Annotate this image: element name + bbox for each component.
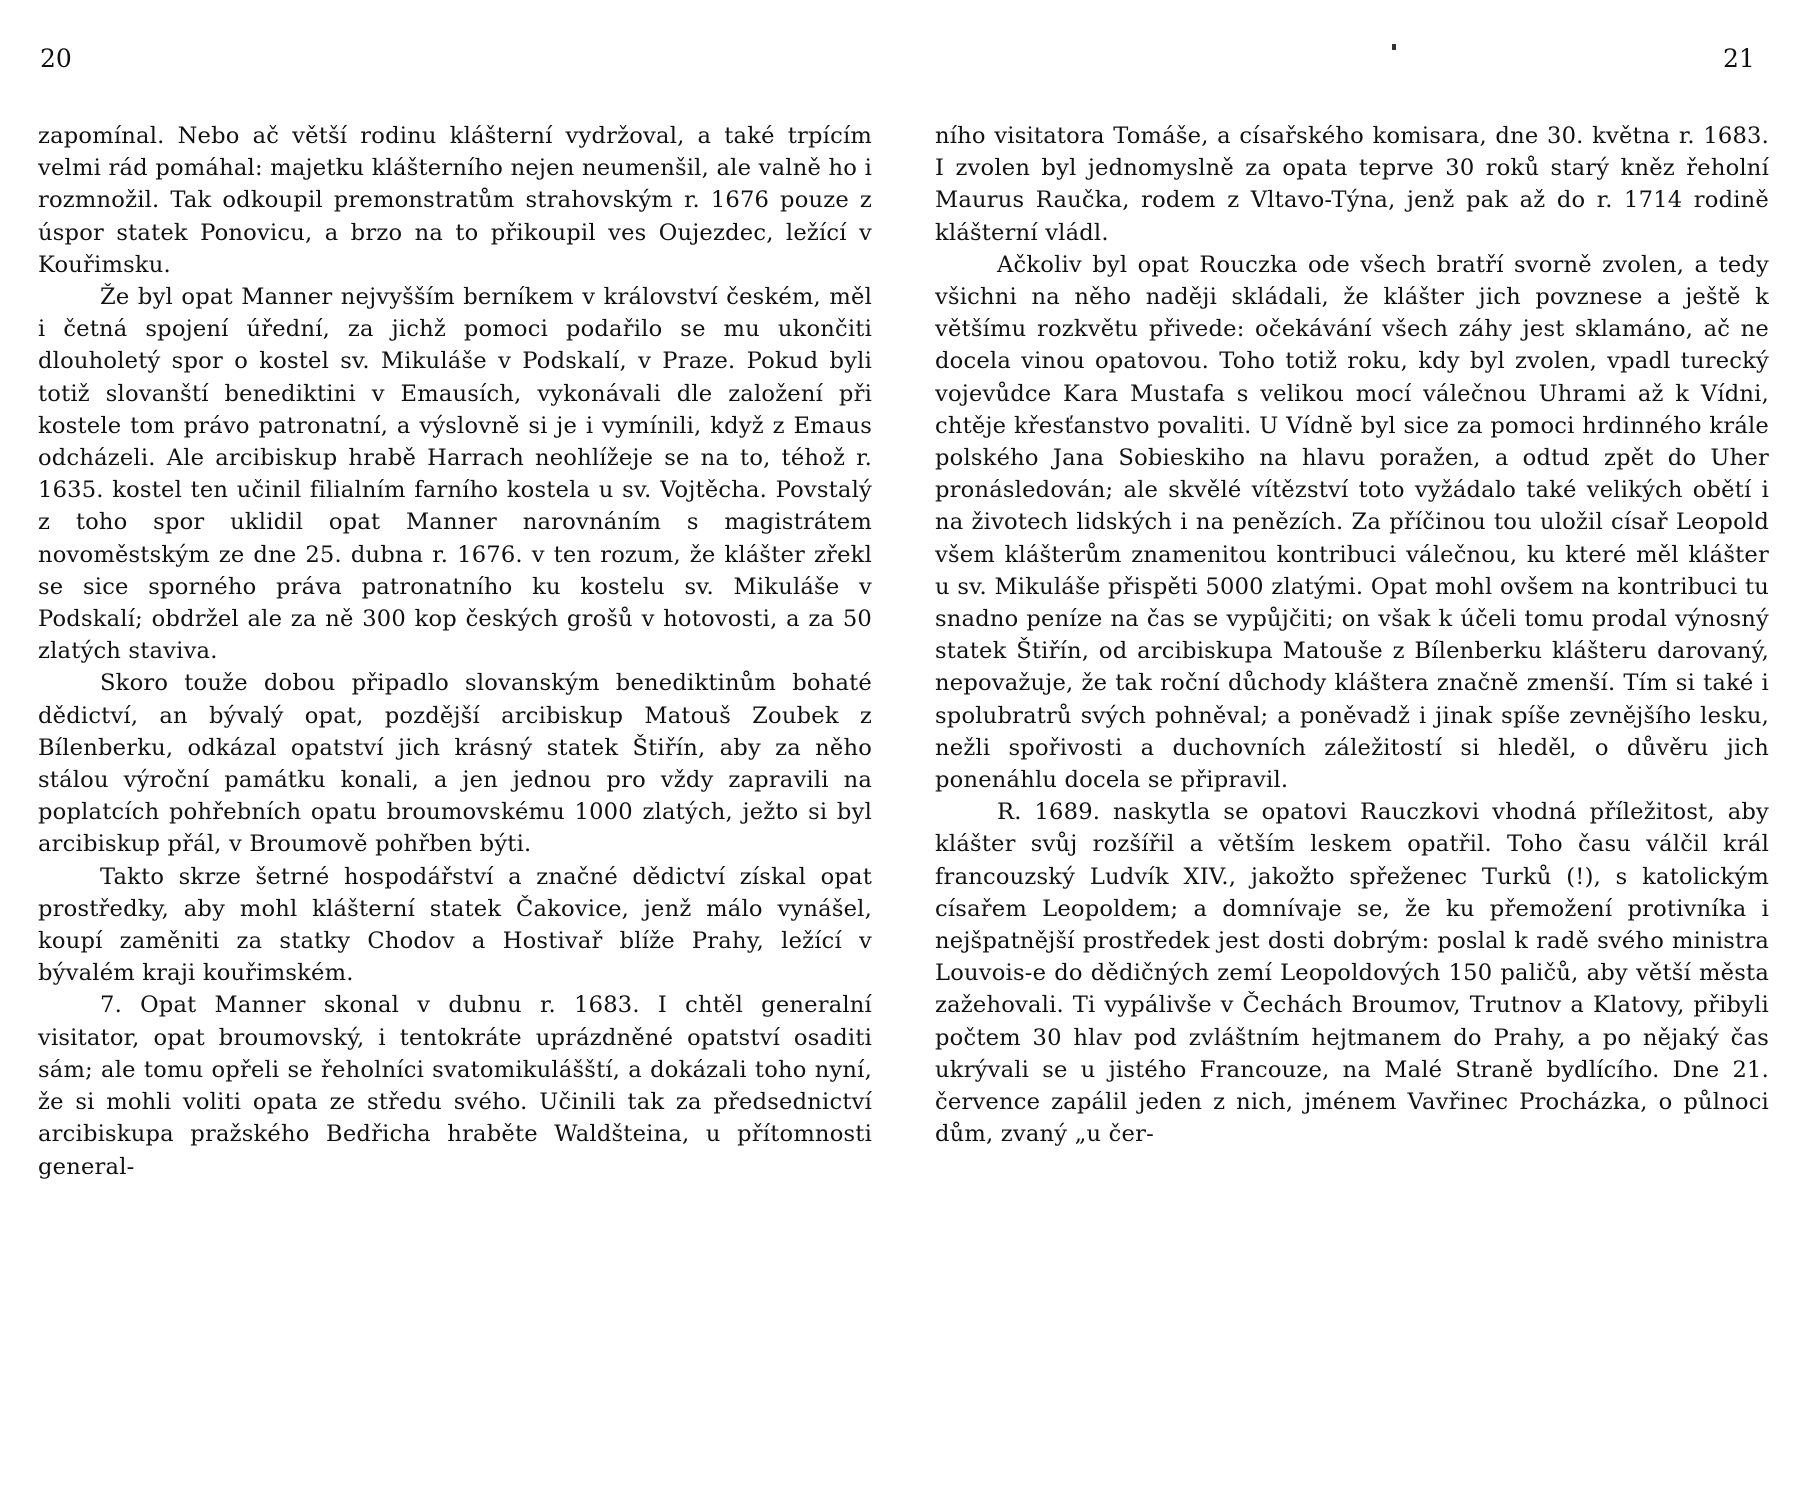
paragraph: 7. Opat Manner skonal v dubnu r. 1683. I chtěl generalní visitator, opat broumovský, i tentokráte uprázdněné opatství osaditi sám; ale tomu opřeli se řeholníci svatomikulášští, a dokázali toho nyní, že si mohli voliti opata ze středu svého. Učinili tak za předsednictví arcibiskupa pražského Bedřicha hraběte Waldšteina, u přítomnosti general- <box>38 992 872 1180</box>
page-number-left: 20 <box>40 44 72 73</box>
left-page-text <box>38 120 872 1183</box>
paragraph: Ačkoliv byl opat Rouczka ode všech bratří svorně zvolen, a tedy všichni na něho naději skládali, že klášter jich povznese a ještě k většímu rozkvětu přivede: očekávání všech záhy jest sklamáno, ač ne docela vinou opatovou. Toho totiž roku, kdy byl zvolen, vpadl turecký vojevůdce Kara Mustafa s velikou mocí válečnou Uhrami až k Vídni, chtěje křesťanstvo povaliti. U Vídně byl sice za pomoci hrdinného krále polského Jana Sobieskiho na hlavu poražen, a odtud zpět do Uher pronásledován; ale skvělé vítězství toto vyžádalo také velikých obětí i na životech lidských i na penězích. Za příčinou tou uložil císař Leopold všem klášterům znamenitou kontribuci válečnou, ku které měl klášter u sv. Mikuláše přispěti 5000 zlatými. Opat mohl ovšem na kontribuci tu snadno peníze na čas se vypůjčiti; on však k účeli tomu prodal výnosný statek Štiřín, od arcibiskupa Matouše z Bílenberku klášteru darovaný, nepovažuje, že tak roční důchody kláštera značně zmenší. Tím si také i spolubratrů svých pohněval; a poněvadž i jinak spíše zevnějšího lesku, nežli spořivosti a duchovních záležitostí si hleděl, o důvěru jich ponenáhlu docela se připravil. <box>935 251 1769 794</box>
paragraph: Takto skrze šetrné hospodářství a značné dědictví získal opat prostředky, aby mohl klášterní statek Čakovice, jenž málo vynášel, koupí zaměniti za statky Chodov a Hostivař blíže Prahy, ležící v bývalém kraji kouřimském. <box>38 863 872 987</box>
paragraph: zapomínal. Nebo ač větší rodinu klášterní vydržoval, a také trpícím velmi rád pomáhal: majetku klášterního nejen neumenšil, ale valně ho i rozmnožil. Tak odkoupil premonstratům strahovským r. 1676 pouze z úspor statek Ponovicu, a brzo na to přikoupil ves Oujezdec, ležící v Kouřimsku. <box>38 123 872 278</box>
paragraph: Skoro touže dobou připadlo slovanským benediktinům bohaté dědictví, an bývalý opat, pozdější arcibiskup Matouš Zoubek z Bílenberku, odkázal opatství jich krásný statek Štiřín, aby za něho stálou výroční památku konali, a jen jednou pro vždy zapravili na poplatcích pohřebních opatu broumovskému 1000 zlatých, ježto si byl arcibiskup přál, v Broumově pohřben býti. <box>38 670 872 858</box>
page-number-right: 21 <box>1723 44 1755 73</box>
right-page-text <box>935 120 1769 1151</box>
print-speck <box>1392 44 1396 50</box>
paragraph: ního visitatora Tomáše, a císařského komisara, dne 30. května r. 1683. I zvolen byl jednomyslně za opata teprve 30 roků starý kněz řeholní Maurus Raučka, rodem z Vltavo-Týna, jenž pak až do r. 1714 rodině klášterní vládl. <box>935 123 1769 246</box>
paragraph: R. 1689. naskytla se opatovi Rauczkovi vhodná příležitost, aby klášter svůj rozšířil a větším leskem opatřil. Toho času válčil král francouzský Ludvík XIV., jakožto spřeženec Turků (!), s katolickým císařem Leopoldem; a domnívaje se, že ku přemožení protivníka i nejšpatnější prostředek jest dosti dobrým: poslal k radě svého ministra Louvois-e do dědičných zemí Leopoldových 150 paličů, aby větší města zažehovali. Ti vypálivše v Čechách Broumov, Trutnov a Klatovy, přibyli počtem 30 hlav pod zvláštním hejtmanem do Prahy, a po nějaký čas ukrývali se u jistého Francouze, na Malé Straně bydlícího. Dne 21. července zapálil jeden z nich, jménem Vavřinec Procházka, o půlnoci dům, zvaný „u čer- <box>935 799 1769 1148</box>
paragraph: Že byl opat Manner nejvyšším berníkem v království českém, měl i četná spojení úřední, za jichž pomoci podařilo se mu ukončiti dlouholetý spor o kostel sv. Mikuláše v Podskalí, v Praze. Pokud byli totiž slovanští benediktini v Emausích, vykonávali dle založení při kostele tom právo patronatní, a výslovně si je i vymínili, když z Emaus odcházeli. Ale arcibiskup hrabě Harrach neohlížeje se na to, téhož r. 1635. kostel ten učinil filialním farního kostela u sv. Vojtěcha. Povstalý z toho spor uklidil opat Manner narovnáním s magistrátem novoměstským ze dne 25. dubna r. 1676. v ten rozum, že klášter zřekl se sice sporného práva patronatního ku kostelu sv. Mikuláše v Podskalí; obdržel ale za ně 300 kop českých grošů v hotovosti, a za 50 zlatých staviva. <box>38 284 872 665</box>
